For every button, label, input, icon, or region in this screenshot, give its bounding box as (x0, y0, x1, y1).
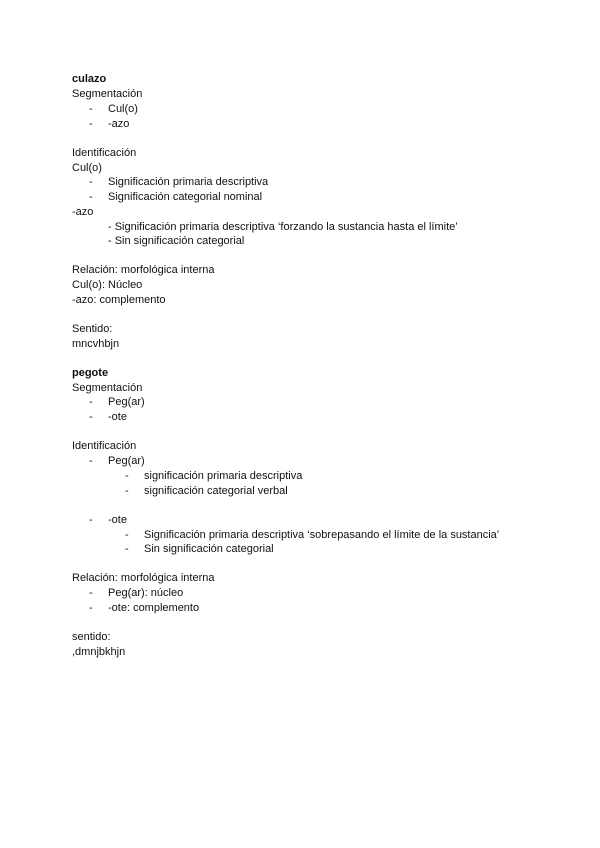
bullet-dash: - (89, 411, 93, 423)
id-group-label: Cul(o) (72, 162, 102, 174)
bullet-dash: - (125, 543, 129, 555)
bullet-dash: - (89, 191, 93, 203)
bullet-dash: - (89, 396, 93, 408)
relation-item: -azo: complemento (72, 294, 166, 306)
id-item: Sin significación categorial (144, 543, 274, 555)
id-group-label: -azo (72, 206, 94, 218)
id-item: - Sin significación categorial (108, 235, 245, 247)
segment-item: -ote (108, 411, 127, 423)
bullet-dash: - (89, 455, 93, 467)
bullet-dash: - (89, 103, 93, 115)
segment-item: Cul(o) (108, 103, 138, 115)
id-item: significación primaria descriptiva (144, 470, 303, 482)
bullet-dash: - (89, 176, 93, 188)
sense-heading: sentido: (72, 631, 111, 643)
id-group-label: -ote (108, 514, 127, 526)
id-item: - Significación primaria descriptiva ‘forzando la sustancia hasta el límite’ (108, 221, 458, 233)
id-item: Significación primaria descriptiva ‘sobrepasando el límite de la sustancia’ (144, 529, 500, 541)
sense-text: ,dmnjbkhjn (72, 646, 126, 658)
relation-item: -ote: complemento (108, 602, 200, 614)
segmentation-heading: Segmentación (72, 382, 143, 394)
bullet-dash: - (89, 587, 93, 599)
relation-item: Peg(ar): núcleo (108, 587, 184, 599)
bullet-dash: - (125, 485, 129, 497)
id-item: Significación primaria descriptiva (108, 176, 269, 188)
relation-item: Cul(o): Núcleo (72, 279, 143, 291)
entry-title: culazo (72, 73, 107, 85)
identification-heading: Identificación (72, 440, 137, 452)
segmentation-heading: Segmentación (72, 88, 143, 100)
bullet-dash: - (89, 602, 93, 614)
bullet-dash: - (125, 470, 129, 482)
relation-heading: Relación: morfológica interna (72, 264, 215, 276)
sense-text: mncvhbjn (72, 338, 120, 350)
segment-item: -azo (108, 118, 130, 130)
relation-heading: Relación: morfológica interna (72, 572, 215, 584)
entry-title: pegote (72, 367, 109, 379)
segment-item: Peg(ar) (108, 396, 145, 408)
id-item: Significación categorial nominal (108, 191, 263, 203)
bullet-dash: - (89, 118, 93, 130)
identification-heading: Identificación (72, 147, 137, 159)
bullet-dash: - (125, 529, 129, 541)
id-item: significación categorial verbal (144, 485, 288, 497)
sense-heading: Sentido: (72, 323, 113, 335)
bullet-dash: - (89, 514, 93, 526)
id-group-label: Peg(ar) (108, 455, 145, 467)
